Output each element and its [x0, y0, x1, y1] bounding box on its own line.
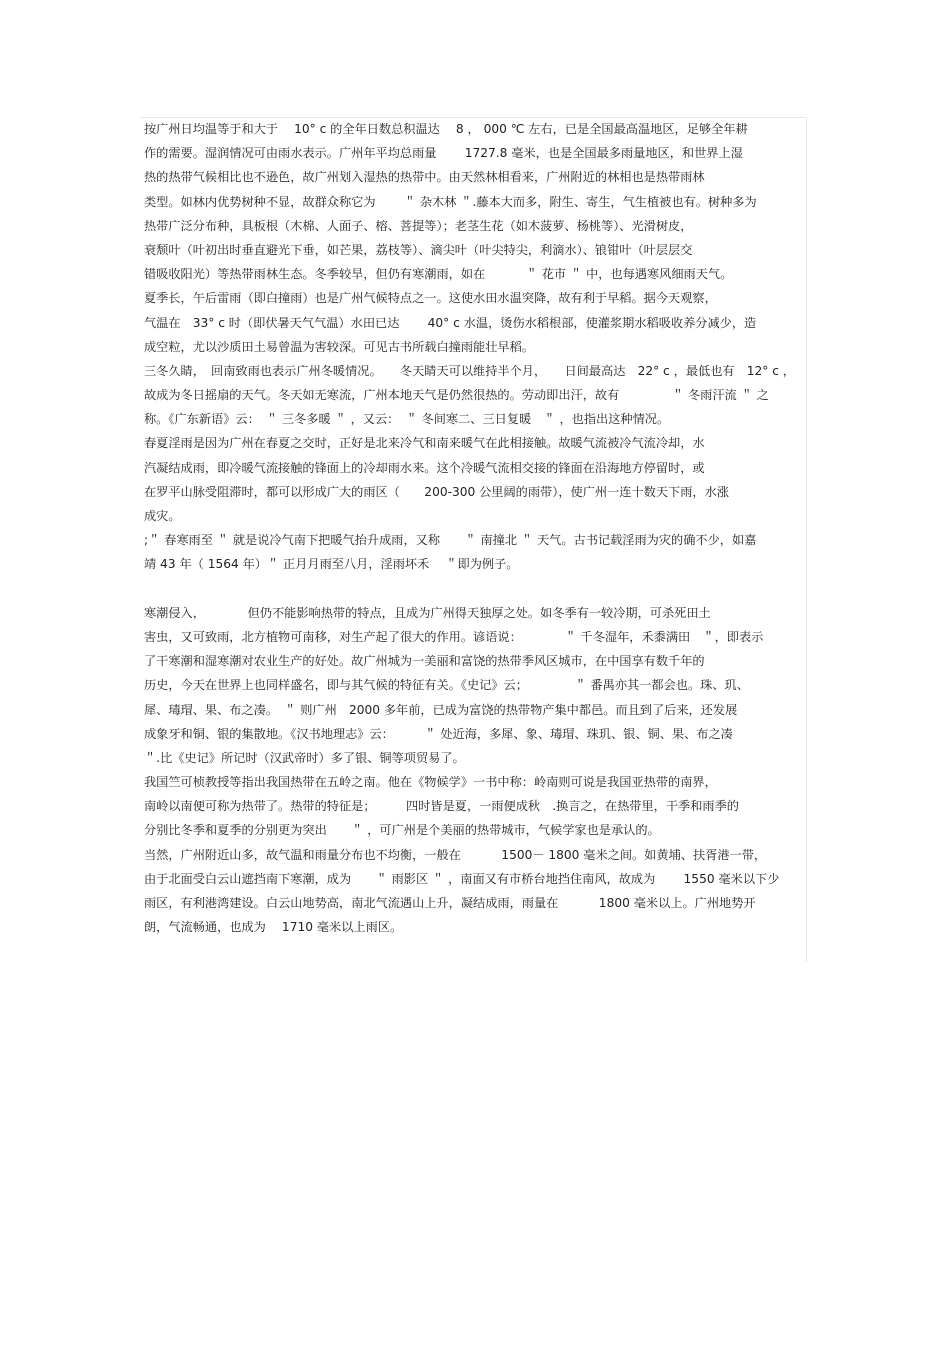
text-line: 成空粒，尤以沙质田土易曾温为害较深。可见古书所载白撞雨能壮早稻。: [144, 339, 534, 354]
text-line: 历史，今天在世界上也同样盛名，即与其气候的特征有关。《史记》云； ＂ 番禺亦其一都会也。珠、玑、: [144, 678, 749, 693]
text-line: 由于北面受白云山遮挡南下寒潮，成为 ＂ 雨影区 ＂ ，南面又有市桥台地挡住南风，故成为 1550 毫米以下少: [144, 871, 780, 886]
text-line: 了干寒潮和湿寒潮对农业生产的好处。故广州城为一美丽和富饶的热带季风区城市，在中国享有数千年的: [144, 654, 705, 669]
text-line: 故成为冬日摇扇的天气。冬天如无寒流，广州本地天气是仍然很热的。劳动即出汗，故有 ＂ 冬雨汗流 ＂ 之: [144, 388, 769, 403]
text-line: 三冬久睛， 回南致雨也表示广州冬暖情况。 冬天睛天可以维持半个月， 日间最高达 22° c ，最低也有 12° c ，: [144, 363, 795, 378]
text-line: 衰颓叶（叶初出时垂直避光下垂，如芒果，荔枝等）、滴尖叶（叶尖特尖，利滴水）、锒钳叶（叶层层交: [144, 242, 693, 257]
text-line: 靖 43 年（ 1564 年）＂ 正月月雨至八月，淫雨坏禾 ＂即为例子。: [144, 557, 519, 572]
text-line: 成象牙和铜、银的集散地。《汉书地理志》云： ＂ 处近海，多犀、象、瑇瑁、珠玑、银、铜、果、布之凑: [144, 726, 733, 741]
text-line: 我国竺可桢教授等指出我国热带在五岭之南。他在《物候学》一书中称：岭南则可说是我国亚热带的南界，: [144, 775, 717, 790]
text-line: 类型。如林内优势树种不显，故群众称它为 ＂ 杂木林 ＂.藤本大而多，附生、寄生，气生植被也有。树种多为: [144, 194, 757, 209]
text-line: 夏季长，午后雷雨（即白撞雨）也是广州气候特点之一。这使水田水温突降，故有利于早稻。据今天观察，: [144, 291, 717, 306]
text-line: 按广州日均温等于和大于 10° c 的全年日数总积温达 8 ， 000 ℃ 左右，已是全国最高温地区，足够全年耕: [144, 122, 748, 136]
text-line: 分别比冬季和夏季的分别更为突出 ＂ ，可广州是个美丽的热带城市，气候学家也是承认的。: [144, 823, 660, 838]
text-line: ;＂ 春寒雨至 ＂ 就是说冷气南下把暖气抬升成雨，又称 ＂ 南撞北 ＂ 天气。古书记载淫雨为灾的确不少，如嘉: [144, 533, 757, 548]
text-line: 作的需要。湿润情况可由雨水表示。广州年平均总雨量 1727.8 毫米，也是全国最多雨量地区，和世界上湿: [144, 146, 743, 161]
text-line: 错吸收阳光）等热带雨林生态。冬季较旱，但仍有寒潮雨，如在 ＂ 花市 ＂ 中，也每遇寒风细雨天气。: [144, 267, 733, 282]
blank-line: [144, 577, 814, 601]
text-line: 南岭以南便可称为热带了。热带的特征是； 四时皆是夏，一雨便成秋 .换言之，在热带里，干季和雨季的: [144, 799, 739, 814]
text-line: 热的热带气候相比也不逊色，故广州划入湿热的热带中。由天然林相看来，广州附近的林相也是热带雨林: [144, 170, 705, 185]
document-body: [144, 117, 814, 939]
text-line: 汽凝结成雨，即冷暖气流接触的锋面上的冷却雨水来。这个冷暖气流相交接的锋面在沿海地方停留时，或: [144, 460, 705, 475]
text-line: 朗，气流畅通，也成为 1710 毫米以上雨区。: [144, 920, 403, 935]
text-line: 雨区，有利港湾建设。白云山地势高，南北气流遇山上升，凝结成雨，雨量在 1800 毫米以上。广州地势开: [144, 896, 756, 910]
text-line: 春夏淫雨是因为广州在春夏之交时，正好是北来冷气和南来暖气在此相接触。故暖气流被冷气流冷却，水: [144, 436, 705, 451]
text-line: ＂.比《史记》所记时（汉武帝时）多了银、铜等项贸易了。: [144, 750, 465, 765]
text-line: 犀、瑇瑁、果、布之凑。 ＂ 则广州 2000 多年前，已成为富饶的热带物产集中都邑。而且到了后来，还发展: [144, 702, 738, 717]
text-line: 气温在 33° c 时（即伏暑天气气温）水田已达 40° c 水温，烫伤水稻根部，使灌浆期水稻吸收养分减少，造: [144, 315, 757, 330]
text-line: 成灾。: [144, 509, 181, 523]
text-line: 在罗平山脉受阻滞时，都可以形成广大的雨区（ 200-300 公里阔的雨带），使广州一连十数天下雨，水涨: [144, 484, 729, 499]
text-line: 称。《广东新语》云： ＂ 三冬多暖 ＂ ，又云： ＂ 冬间寒二、三日复暖 ＂ ，也指出这种情况。: [144, 412, 670, 427]
text-line: 当然，广州附近山多，故气温和雨量分布也不均衡，一般在 1500－ 1800 毫米之间。如黄埔、扶胥港一带，: [144, 847, 767, 862]
text-line: 寒潮侵入， 但仍不能影响热带的特点，且成为广州得天独厚之处。如冬季有一较冷期，可杀死田土: [144, 605, 711, 620]
text-line: 害虫，又可致雨，北方植物可南移，对生产起了很大的作用。谚语说： ＂ 千冬湿年，禾黍满田 ＂，即表示: [144, 629, 764, 644]
text-line: 热带广泛分布种，具板根（木棉、人面子、榕、菩提等）；老茎生花（如木菠萝、杨桃等）、光滑树皮，: [144, 218, 693, 233]
